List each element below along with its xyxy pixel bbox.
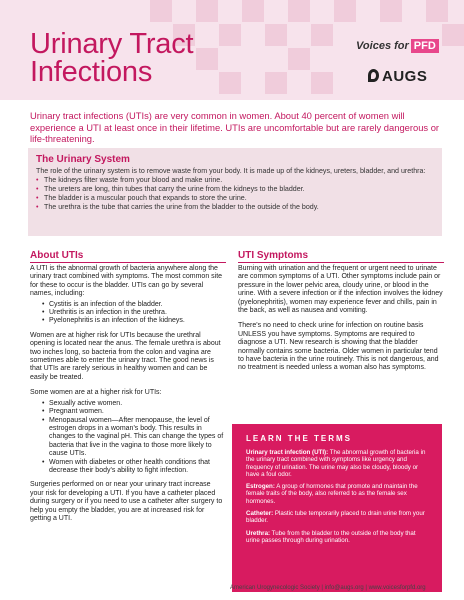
list-item: • The ureters are long, thin tubes that carry the urine from the kidneys to the bladder. — [36, 185, 434, 194]
decor-tile — [265, 24, 287, 46]
title-line-2: Infections — [30, 56, 153, 88]
decor-tile — [288, 48, 310, 70]
term-entry — [246, 530, 428, 545]
term-entry — [246, 483, 428, 505]
urinary-system-box — [28, 148, 442, 236]
decor-tile — [219, 72, 241, 94]
risk-list — [42, 400, 226, 476]
decor-tile — [265, 72, 287, 94]
list-item: • Sexually active women. — [42, 400, 226, 408]
decor-tile — [311, 72, 333, 94]
list-item: • Pyelonephritis is an infection of the kidneys. — [42, 317, 226, 325]
about-paragraph-2: Women are at higher risk for UTIs because the urethral opening is located near the anus. The female urethra is about two inches long, so bacteria from the colon and vagina are sometimes able to enter the urinary tract. The good news is that UTIs are rarely serious in healthy women and can be easily be treated. — [30, 331, 221, 381]
list-item: • Pregnant women. — [42, 408, 226, 416]
uti-symptoms-column — [238, 250, 444, 380]
urinary-system-heading: The Urinary System — [36, 154, 130, 165]
list-item: • Menopausal women—After menopause, the level of estrogen drops in a woman's body. This results in changes to the vaginal pH. This can change the types of bacteria that live in the vagina to those more likely to cause UTIs. — [42, 417, 226, 459]
page-title — [30, 30, 193, 86]
uti-symptoms-heading: UTI Symptoms — [238, 250, 444, 263]
augs-mark-icon — [368, 69, 379, 82]
term-name: Urethra: — [246, 529, 271, 537]
intro-paragraph: Urinary tract infections (UTIs) are very common in women. About 40 percent of women will experience a UTI at least once in their lifetime. UTIs are uncomfortable but are rarely dangerous or life-threatening. — [30, 110, 440, 144]
list-item: • The urethra is the tube that carries the urine from the bladder to the outside of the body. — [36, 203, 434, 212]
list-item: • Women with diabetes or other health conditions that decrease their body's ability to fight infection. — [42, 459, 226, 476]
term-definition: The abnormal growth of bacteria in the urinary tract combined with symptoms like urgency and frequency of urination. The urine may also be cloudy, bloody or have a foul odor. — [246, 449, 426, 478]
about-utis-column — [30, 250, 226, 530]
term-name: Estrogen: — [246, 483, 275, 491]
list-item: • The kidneys filter waste from your blood and make urine. — [36, 176, 434, 185]
symptoms-paragraph-2: There's no need to check urine for infection on routine basis UNLESS you have symptoms. Symptoms are required to diagnose a UTI. New research is showing that the bladder normally contains some bacteria. Older women in particular tend to have bacteria in the urine routinely. This is not dangerous, and no treatment is needed unless a woman also has symptoms. — [238, 322, 439, 372]
decor-tile — [196, 0, 218, 22]
decor-tile — [442, 24, 464, 46]
header-banner — [0, 0, 464, 100]
list-item: • Urethritis is an infection in the urethra. — [42, 309, 226, 317]
terms-heading: LEARN THE TERMS — [246, 434, 352, 443]
list-item: • The bladder is a muscular pouch that expands to store the urine. — [36, 194, 434, 203]
urinary-system-text: The role of the urinary system is to remove waste from your body. It is made up of the kidneys, ureters, bladder, and urethra: — [36, 167, 426, 175]
decor-tile — [150, 0, 172, 22]
voices-logo-text: Voices for — [356, 40, 409, 52]
about-utis-heading: About UTIs — [30, 250, 226, 263]
uti-names-list — [42, 301, 226, 326]
decor-tile — [380, 0, 402, 22]
decor-tile — [219, 24, 241, 46]
decor-tile — [288, 0, 310, 22]
pfd-logo-badge: PFD — [411, 39, 439, 53]
symptoms-paragraph-1: Burning with urination and the frequent or urgent need to urinate are common symptoms of a UTI. Other symptoms include pain or pressure in the lower pelvic area, cloudy urine, or blood in the urine. With a severe infection or if the infection involves the kidney (pyelonephritis), women may experience fever and chills, pain in the back, as well as nausea and vomiting. — [238, 265, 443, 315]
term-name: Catheter: — [246, 510, 274, 518]
term-entry — [246, 510, 428, 525]
about-paragraph-3: Some women are at a higher risk for UTIs: — [30, 389, 162, 397]
decor-tile — [242, 0, 264, 22]
learn-the-terms-box — [232, 424, 442, 592]
about-paragraph-1: A UTI is the abnormal growth of bacteria anywhere along the urinary tract combined with symptoms. The most common site for these to occur is the bladder. UTIs can go by several names, including: — [30, 265, 223, 298]
term-entry — [246, 449, 428, 478]
term-definition: Plastic tube temporarily placed to drain urine from your bladder. — [246, 510, 425, 525]
footer-contact: American Urogynecologic Society | info@augs.org | www.voicesforpfd.org — [230, 585, 426, 591]
augs-logo[interactable] — [368, 68, 427, 85]
decor-tile — [426, 0, 448, 22]
list-item: • Cystitis is an infection of the bladder. — [42, 301, 226, 309]
decor-tile — [311, 24, 333, 46]
urinary-system-list — [36, 176, 434, 212]
term-definition: A group of hormones that promote and maintain the female traits of the body, also referred to as the female sex hormones. — [246, 483, 418, 505]
about-paragraph-4: Surgeries performed on or near your urinary tract increase your risk for developing a UTI. If you have a catheter placed during surgery or if you need to use a catheter after surgery to help you empty the bladder, you are at increased risk for getting a UTI. — [30, 481, 223, 522]
augs-logo-text: AUGS — [382, 68, 428, 85]
term-name: Urinary tract infection (UTI): — [246, 449, 329, 456]
title-line-1: Urinary Tract — [30, 28, 194, 60]
voices-for-pfd-logo[interactable] — [356, 40, 439, 52]
term-definition: Tube from the bladder to the outside of the body that urine passes through during urination. — [246, 529, 416, 544]
decor-tile — [196, 48, 218, 70]
decor-tile — [334, 0, 356, 22]
